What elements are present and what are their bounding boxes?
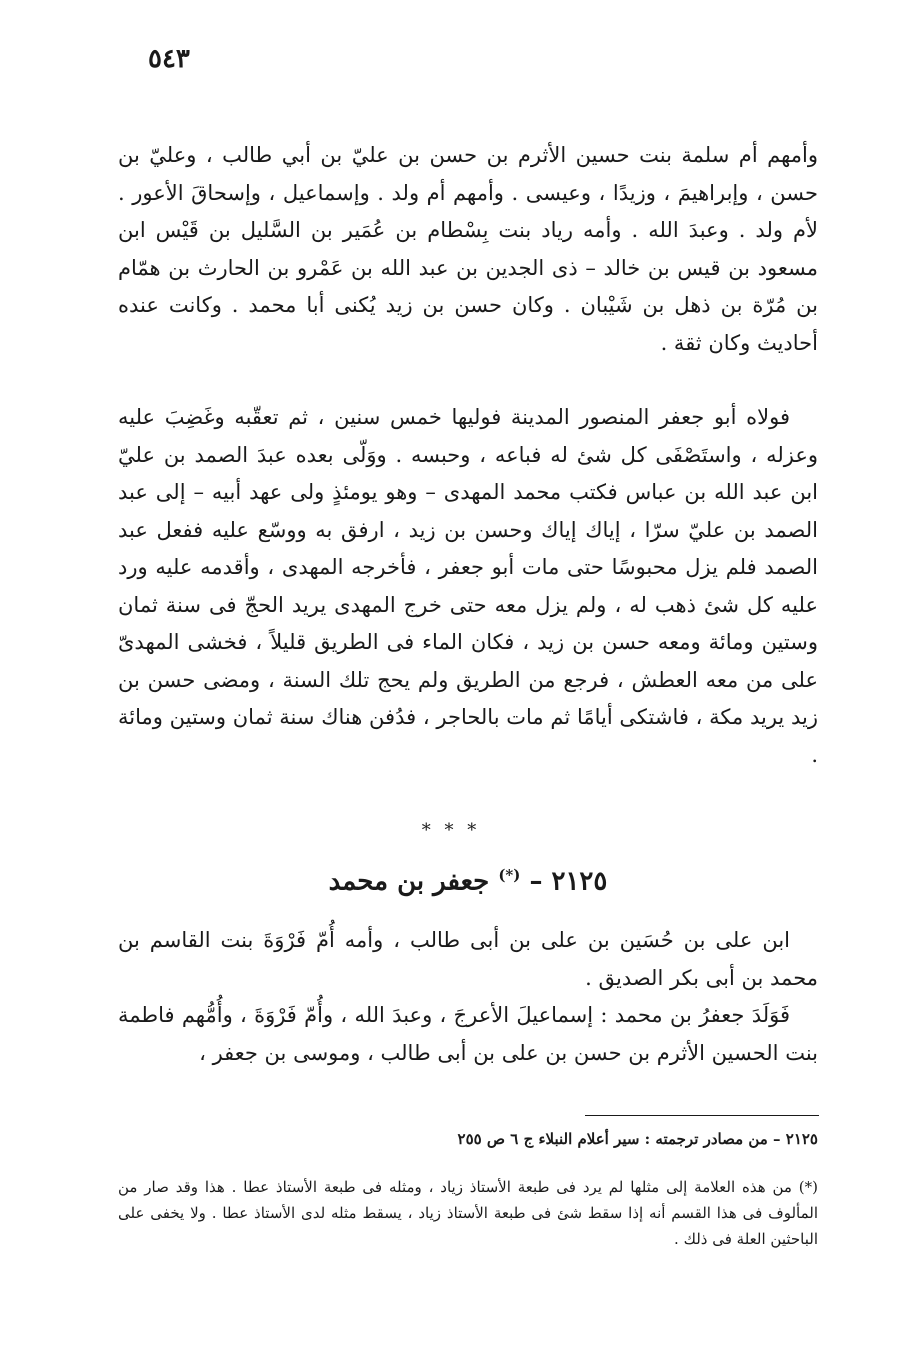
footnote-marker: (*) <box>498 866 521 884</box>
main-text-middle <box>118 399 818 774</box>
entry-number: ٢١٢٥ <box>551 866 608 897</box>
footnote-divider <box>585 1115 819 1116</box>
paragraph: وأمهم أم سلمة بنت حسين الأثرم بن حسن بن عليّ بن أبي طالب ، وعليّ بن حسن ، وإبراهيمَ ، وزيدًا ، وعيسى . وأمهم أم ولد . وإسماعيل ، وإسحاقَ الأعور . لأم ولد . وعبدَ الله . وأمه رياد بنت بِسْطام بن عُمَير بن السَّليل بن قَيْس ابن مسعود بن قيس بن خالد – ذى الجدين بن عبد الله بن عَمْرو بن الحارث بن همّام بن مُرّة بن ذهل بن شَيْبان . وكان حسن بن زيد يُكنى أبا محمد . وكانت عنده أحاديث وكان ثقة . <box>118 143 818 355</box>
page-number: ٥٤٣ <box>148 44 190 74</box>
paragraph: ابن على بن حُسَين بن على بن أبى طالب ، وأمه أُمّ فَرْوَةَ بنت القاسم بن محمد بن أبى بكر الصديق . <box>118 928 818 990</box>
entry-heading <box>118 866 818 897</box>
section-separator: * * * <box>421 820 481 841</box>
footnote-sources <box>118 1126 818 1152</box>
footnote: ٢١٢٥ – من مصادر ترجمته : سير أعلام النبلاء ج ٦ ص ٢٥٥ <box>457 1130 818 1148</box>
entry-title: جعفر بن محمد <box>328 866 490 897</box>
main-text-entry <box>118 922 818 1072</box>
paragraph: فولاه أبو جعفر المنصور المدينة فوليها خمس سنين ، ثم تعقّبه وغَضِبَ عليه وعزله ، واستَصْفَى كل شئ له فباعه ، وحبسه . ووَلّى بعده عبدَ الصمد بن عليّ ابن عبد الله بن عباس فكتب محمد المهدى – وهو يومئذٍ ولى عهد أبيه – إلى عبد الصمد بن عليّ سرّا ، إياك إياك وحسن بن زيد ، ارفق به ووسّع عليه ففعل عبد الصمد فلم يزل محبوسًا حتى مات أبو جعفر ، فأخرجه المهدى ، وأقدمه عليه ورد عليه كل شئ ذهب له ، ولم يزل معه حتى خرج المهدى يريد الحجّ فى سنة ثمان وستين ومائة ومعه حسن بن زيد ، فكان الماء فى الطريق قليلاً ، فخشى المهدىّ على من معه العطش ، فرجع من الطريق ولم يحج تلك السنة ، ومضى حسن بن زيد يريد مكة ، فاشتكى أيامًا ثم مات بالحاجر ، فدُفن هناك سنة ثمان وستين ومائة . <box>118 405 818 767</box>
main-text-top <box>118 137 818 362</box>
footnote-note <box>118 1174 818 1252</box>
entry-dash: – <box>529 866 543 897</box>
footnote: (*) من هذه العلامة إلى مثلها لم يرد فى طبعة الأستاذ زياد ، ومثله فى طبعة الأستاذ عطا . هذا وقد صار من المألوف فى هذا القسم أنه إذا سقط شئ فى طبعة الأستاذ زياد ، يسقط مثله لدى الأستاذ عطا . ولا يخفى على الباحثين العلة فى ذلك . <box>118 1178 818 1248</box>
paragraph: فَوَلَدَ جعفرُ بن محمد : إسماعيلَ الأعرجَ ، وعبدَ الله ، وأُمّ فَرْوَةَ ، وأُمُّهم فاطمة بنت الحسين الأثرم بن حسن بن على بن أبى طالب ، وموسى بن جعفر ، <box>118 1003 818 1065</box>
